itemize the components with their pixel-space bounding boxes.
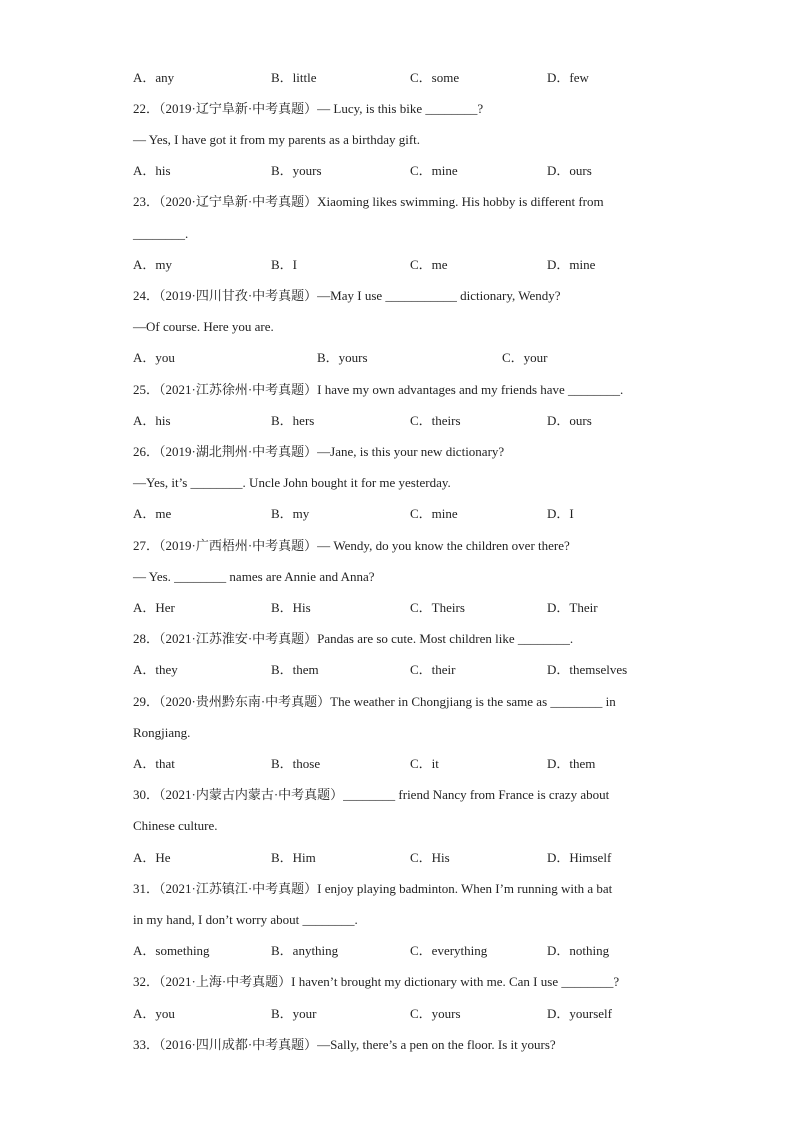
answer-option: A．Her	[133, 600, 175, 615]
answer-option: A．my	[133, 257, 173, 272]
answer-option: C．yours	[410, 1006, 461, 1021]
question-line: 32．（2021·上海·中考真题）I haven’t brought my dictionary with me. Can I use ________?	[133, 974, 620, 989]
answer-option: B．Him	[271, 850, 316, 865]
question-line: 28．（2021·江苏淮安·中考真题）Pandas are so cute. Most children like ________.	[133, 631, 574, 646]
answer-option: C．it	[410, 756, 439, 771]
answer-option: D．Their	[547, 600, 598, 615]
answer-option: B．His	[271, 600, 311, 615]
answer-option: C．Theirs	[410, 600, 465, 615]
answer-option: C．me	[410, 257, 448, 272]
options-row	[133, 943, 733, 959]
answer-option: C．everything	[410, 943, 488, 958]
answer-option: A．his	[133, 163, 171, 178]
answer-option: A．something	[133, 943, 210, 958]
question-line: —Of course. Here you are.	[133, 319, 274, 334]
question-line: — Yes, I have got it from my parents as a birthday gift.	[133, 132, 421, 147]
answer-option: D．yourself	[547, 1006, 612, 1021]
answer-option: C．some	[410, 70, 460, 85]
answer-option: A．any	[133, 70, 175, 85]
answer-option: D．ours	[547, 163, 592, 178]
answer-option: C．mine	[410, 163, 458, 178]
answer-option: C．their	[410, 662, 456, 677]
answer-option: B．I	[271, 257, 298, 272]
options-row	[133, 413, 733, 429]
options-row	[133, 600, 733, 616]
answer-option: D．mine	[547, 257, 596, 272]
options-row	[133, 70, 733, 86]
options-row	[133, 257, 733, 273]
question-line: Rongjiang.	[133, 725, 191, 740]
answer-option: C．His	[410, 850, 450, 865]
answer-option: A．that	[133, 756, 175, 771]
options-row	[133, 350, 733, 366]
answer-option: B．them	[271, 662, 319, 677]
answer-option: B．anything	[271, 943, 339, 958]
options-row	[133, 1006, 733, 1022]
question-line: 25．（2021·江苏徐州·中考真题）I have my own advantages and my friends have ________.	[133, 382, 624, 397]
answer-option: A．his	[133, 413, 171, 428]
answer-option: B．your	[271, 1006, 317, 1021]
answer-option: D．them	[547, 756, 596, 771]
answer-option: A．He	[133, 850, 171, 865]
answer-option: B．hers	[271, 413, 315, 428]
answer-option: B．my	[271, 506, 310, 521]
answer-option: B．little	[271, 70, 317, 85]
question-line: 30．（2021·内蒙古内蒙古·中考真题）________ friend Nancy from France is crazy about	[133, 787, 610, 802]
answer-option: D．ours	[547, 413, 592, 428]
answer-option: D．few	[547, 70, 589, 85]
answer-option: C．mine	[410, 506, 458, 521]
question-line: ________.	[133, 226, 189, 241]
question-line: in my hand, I don’t worry about ________.	[133, 912, 358, 927]
question-line: 27．（2019·广西梧州·中考真题）— Wendy, do you know the children over there?	[133, 538, 570, 553]
options-row	[133, 506, 733, 522]
question-line: Chinese culture.	[133, 818, 218, 833]
question-line: 33．（2016·四川成都·中考真题）—Sally, there’s a pen on the floor. Is it yours?	[133, 1037, 556, 1052]
question-line: 23．（2020·辽宁阜新·中考真题）Xiaoming likes swimming. His hobby is different from	[133, 194, 604, 209]
options-row	[133, 850, 733, 866]
answer-option: B．those	[271, 756, 321, 771]
answer-option: A．me	[133, 506, 172, 521]
options-row	[133, 163, 733, 179]
answer-option: C．your	[502, 350, 548, 365]
answer-option: B．yours	[317, 350, 368, 365]
question-line: 29．（2020·贵州黔东南·中考真题）The weather in Chongjiang is the same as ________ in	[133, 694, 616, 709]
answer-option: D．nothing	[547, 943, 610, 958]
options-row	[133, 756, 733, 772]
question-line: —Yes, it’s ________. Uncle John bought it for me yesterday.	[133, 475, 451, 490]
options-row	[133, 662, 733, 678]
question-line: 24．（2019·四川甘孜·中考真题）—May I use ___________ dictionary, Wendy?	[133, 288, 561, 303]
answer-option: C．theirs	[410, 413, 461, 428]
answer-option: D．themselves	[547, 662, 628, 677]
answer-option: A．you	[133, 350, 175, 365]
answer-option: D．I	[547, 506, 574, 521]
answer-option: A．you	[133, 1006, 175, 1021]
answer-option: D．Himself	[547, 850, 612, 865]
answer-option: B．yours	[271, 163, 322, 178]
question-line: — Yes. ________ names are Annie and Anna?	[133, 569, 375, 584]
answer-option: A．they	[133, 662, 178, 677]
question-line: 31．（2021·江苏镇江·中考真题）I enjoy playing badminton. When I’m running with a bat	[133, 881, 613, 896]
question-line: 26．（2019·湖北荆州·中考真题）—Jane, is this your new dictionary?	[133, 444, 505, 459]
question-line: 22．（2019·辽宁阜新·中考真题）— Lucy, is this bike ________?	[133, 101, 484, 116]
